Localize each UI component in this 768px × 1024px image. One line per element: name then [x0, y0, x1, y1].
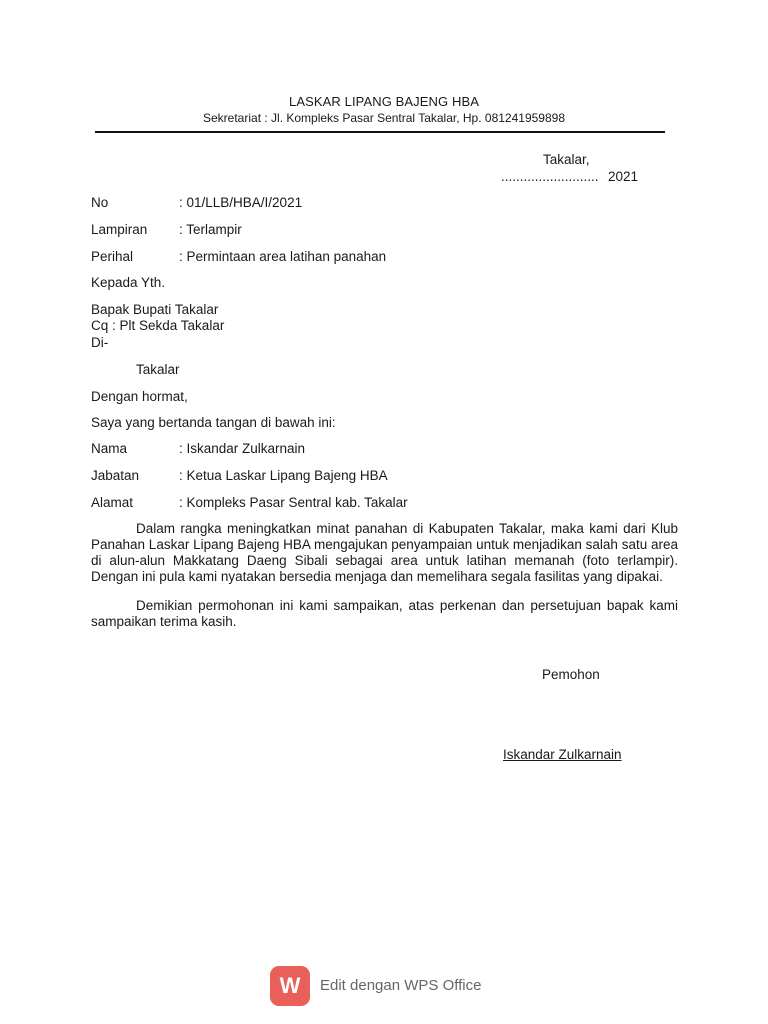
- intro-sentence: Saya yang bertanda tangan di bawah ini:: [91, 415, 336, 430]
- field-label: Lampiran: [91, 222, 148, 237]
- field-label: Nama: [91, 441, 128, 456]
- field-value: : Terlampir: [179, 222, 242, 237]
- field-label: Jabatan: [91, 468, 140, 483]
- body-paragraph-1: Dalam rangka meningkatkan minat panahan di Kabupaten Takalar, maka kami dari Klub Panahan Laskar Lipang Bajeng HBA mengajukan penyampaian untuk menjadikan salah satu area di alun-alun Makkatang Daeng Sibali sebagai area untuk latihan memanah (foto terlampir). Dengan ini pula kami nyatakan bersedia menjaga dan memelihara segala fasilitas yang dipakai.: [91, 521, 678, 584]
- field-label: Alamat: [91, 495, 134, 510]
- body-paragraph-2: Demikian permohonan ini kami sampaikan, atas perkenan dan persetujuan bapak kami sampaikan terima kasih.: [91, 598, 678, 629]
- recipient-greeting: Kepada Yth.: [91, 275, 166, 290]
- wps-office-logo-icon[interactable]: [270, 966, 310, 1006]
- field-label: No: [91, 195, 109, 210]
- recipient-line-2: Cq : Plt Sekda Takalar: [91, 318, 225, 333]
- organization-name: LASKAR LIPANG BAJENG HBA: [289, 94, 479, 109]
- recipient-line-3: Di-: [91, 335, 109, 350]
- wps-edit-link[interactable]: Edit dengan WPS Office: [320, 977, 482, 994]
- field-value: : Ketua Laskar Lipang Bajeng HBA: [179, 468, 388, 483]
- salutation: Dengan hormat,: [91, 389, 188, 404]
- signature-name: Iskandar Zulkarnain: [503, 747, 622, 762]
- signature-role: Pemohon: [542, 667, 600, 682]
- field-value: : 01/LLB/HBA/I/2021: [179, 195, 303, 210]
- field-label: Perihal: [91, 249, 134, 264]
- field-value: : Iskandar Zulkarnain: [179, 441, 306, 456]
- field-value: : Permintaan area latihan panahan: [179, 249, 387, 264]
- date-place: Takalar,: [543, 152, 590, 167]
- letterhead-divider: [95, 131, 665, 133]
- field-value: : Kompleks Pasar Sentral kab. Takalar: [179, 495, 408, 510]
- wps-logo-glyph: W: [279, 973, 301, 998]
- secretariat-address: Sekretariat : Jl. Kompleks Pasar Sentral Takalar, Hp. 081241959898: [203, 111, 565, 125]
- recipient-line-1: Bapak Bupati Takalar: [91, 302, 219, 317]
- recipient-city: Takalar: [136, 362, 180, 377]
- date-dots: ..........................: [501, 169, 599, 184]
- date-year: 2021: [608, 169, 639, 184]
